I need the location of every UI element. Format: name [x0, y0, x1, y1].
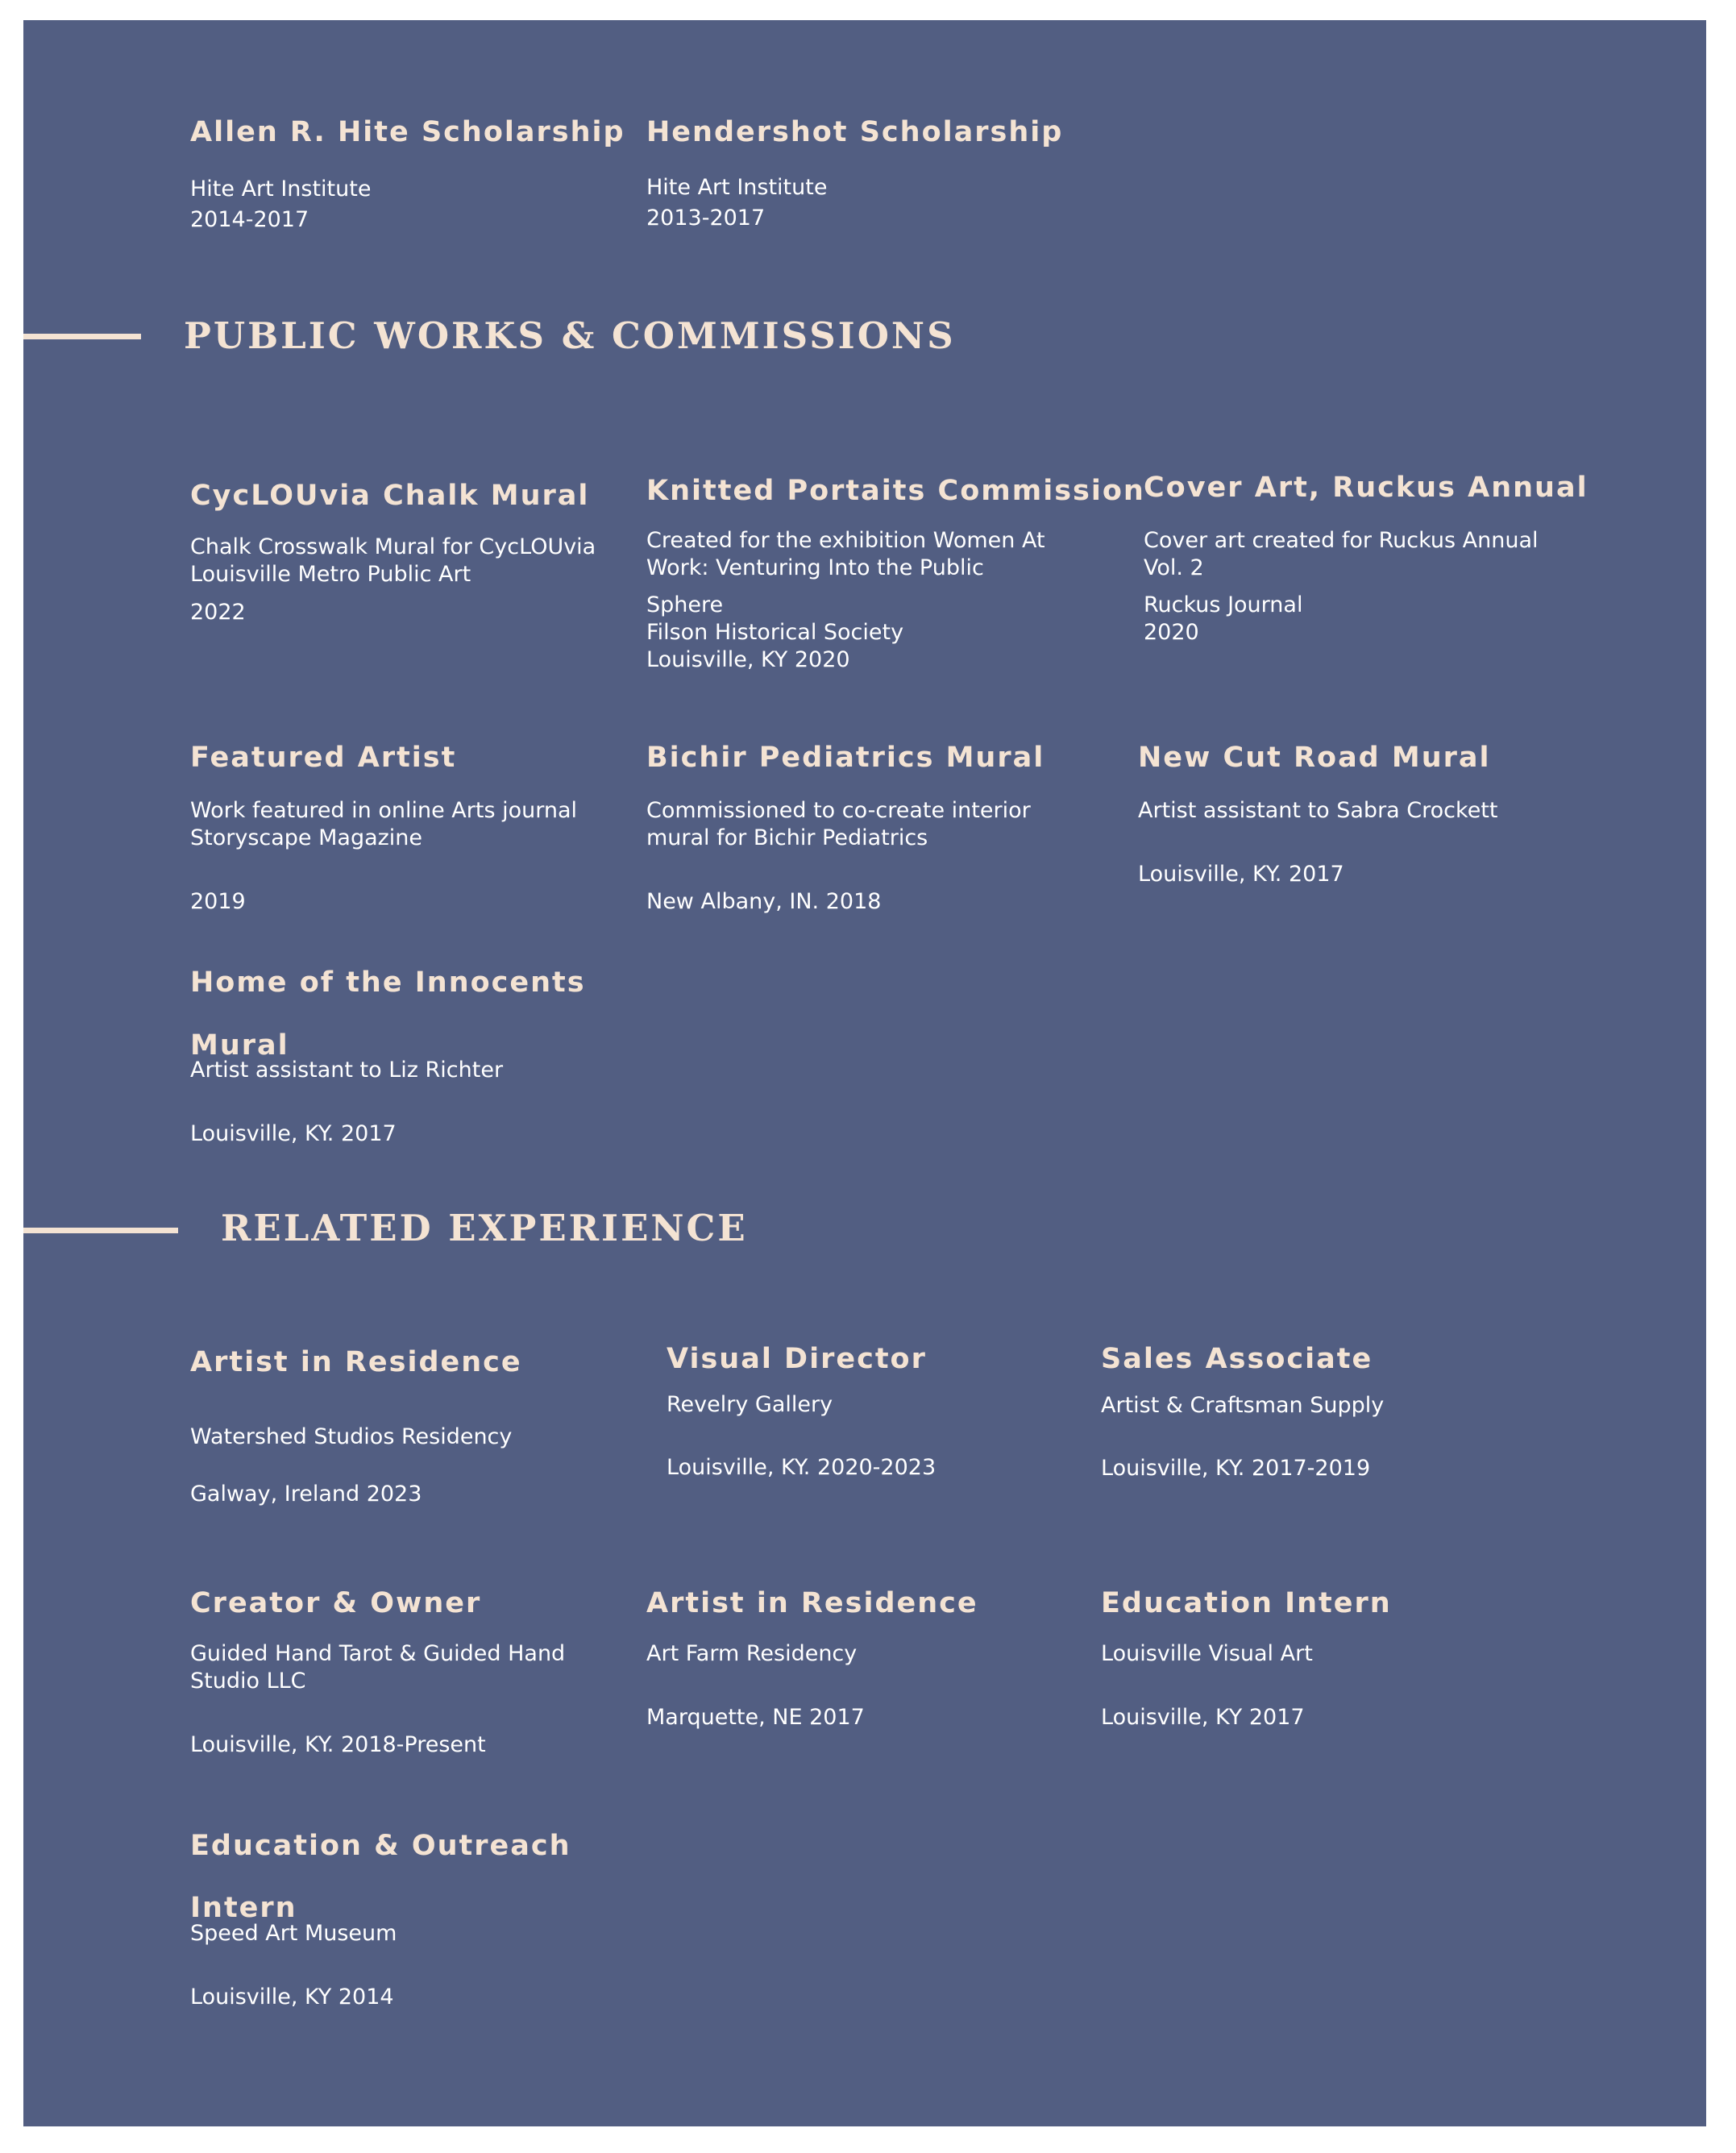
entry-line: Louisville, KY. 2017 [1138, 862, 1344, 887]
entry-title: Hendershot Scholarship [646, 116, 1064, 148]
entry-line: Louisville, KY 2020 [646, 647, 850, 672]
entry-line: Louisville, KY 2014 [190, 1985, 394, 2010]
entry-title: Home of the Innocents [190, 966, 586, 999]
entry-line: Filson Historical Society [646, 620, 904, 645]
entry-title: Cover Art, Ruckus Annual [1144, 472, 1589, 504]
entry-title: Sales Associate [1101, 1343, 1373, 1375]
entry-line: Storyscape Magazine [190, 825, 423, 850]
resume-panel [23, 20, 1706, 2126]
entry-line: Louisville, KY. 2020-2023 [667, 1455, 937, 1480]
entry-line: Commissioned to co-create interior [646, 798, 1031, 823]
entry-line: Louisville, KY. 2017 [190, 1121, 397, 1146]
entry-line: Guided Hand Tarot & Guided Hand [190, 1641, 566, 1666]
entry-line: 2022 [190, 600, 246, 625]
entry-line: Ruckus Journal [1144, 592, 1303, 617]
entry-line: Chalk Crosswalk Mural for CycLOUvia [190, 534, 596, 559]
entry-title: Artist in Residence [190, 1346, 522, 1378]
entry-line: 2014-2017 [190, 207, 309, 232]
entry-line: Cover art created for Ruckus Annual [1144, 528, 1539, 553]
section-title-public-works: PUBLIC WORKS & COMMISSIONS [184, 314, 956, 357]
entry-line: Revelry Gallery [667, 1392, 833, 1417]
section-rule [23, 1228, 178, 1233]
section-rule [23, 334, 141, 339]
section-title-related-experience: RELATED EXPERIENCE [221, 1207, 748, 1249]
entry-title: Education & Outreach [190, 1830, 571, 1862]
entry-line: Vol. 2 [1144, 555, 1204, 580]
entry-title: New Cut Road Mural [1138, 742, 1491, 774]
entry-line: Louisville, KY 2017 [1101, 1705, 1305, 1730]
entry-line: Louisville Visual Art [1101, 1641, 1313, 1666]
entry-line: Louisville, KY. 2017-2019 [1101, 1456, 1371, 1481]
entry-line: Art Farm Residency [646, 1641, 858, 1666]
entry-title: Education Intern [1101, 1587, 1392, 1619]
entry-title: Knitted Portaits Commission [646, 475, 1145, 507]
entry-line: Artist assistant to Sabra Crockett [1138, 798, 1498, 823]
entry-line: Louisville Metro Public Art [190, 562, 471, 587]
entry-line: 2020 [1144, 620, 1199, 645]
entry-line: New Albany, IN. 2018 [646, 889, 882, 914]
entry-title: Mural [190, 1029, 289, 1062]
entry-line: Artist & Craftsman Supply [1101, 1393, 1385, 1418]
entry-line: Watershed Studios Residency [190, 1424, 513, 1449]
entry-title: Featured Artist [190, 742, 457, 774]
entry-line: Created for the exhibition Women At [646, 528, 1045, 553]
entry-title: Creator & Owner [190, 1587, 482, 1619]
entry-line: mural for Bichir Pediatrics [646, 825, 928, 850]
entry-line: Louisville, KY. 2018-Present [190, 1732, 486, 1757]
entry-line: 2013-2017 [646, 206, 766, 231]
entry-title: Intern [190, 1892, 297, 1924]
entry-line: Studio LLC [190, 1669, 306, 1694]
entry-line: Hite Art Institute [190, 177, 372, 202]
entry-title: Allen R. Hite Scholarship [190, 116, 625, 148]
entry-line: Marquette, NE 2017 [646, 1705, 865, 1730]
entry-line: Work: Venturing Into the Public [646, 555, 984, 580]
entry-line: Hite Art Institute [646, 175, 828, 200]
entry-line: Sphere [646, 592, 724, 617]
entry-line: 2019 [190, 889, 246, 914]
entry-line: Artist assistant to Liz Richter [190, 1058, 504, 1083]
entry-line: Galway, Ireland 2023 [190, 1482, 422, 1507]
entry-line: Speed Art Museum [190, 1921, 397, 1946]
entry-title: CycLOUvia Chalk Mural [190, 480, 590, 512]
entry-title: Artist in Residence [646, 1587, 978, 1619]
entry-title: Visual Director [667, 1343, 927, 1375]
entry-title: Bichir Pediatrics Mural [646, 742, 1045, 774]
entry-line: Work featured in online Arts journal [190, 798, 578, 823]
